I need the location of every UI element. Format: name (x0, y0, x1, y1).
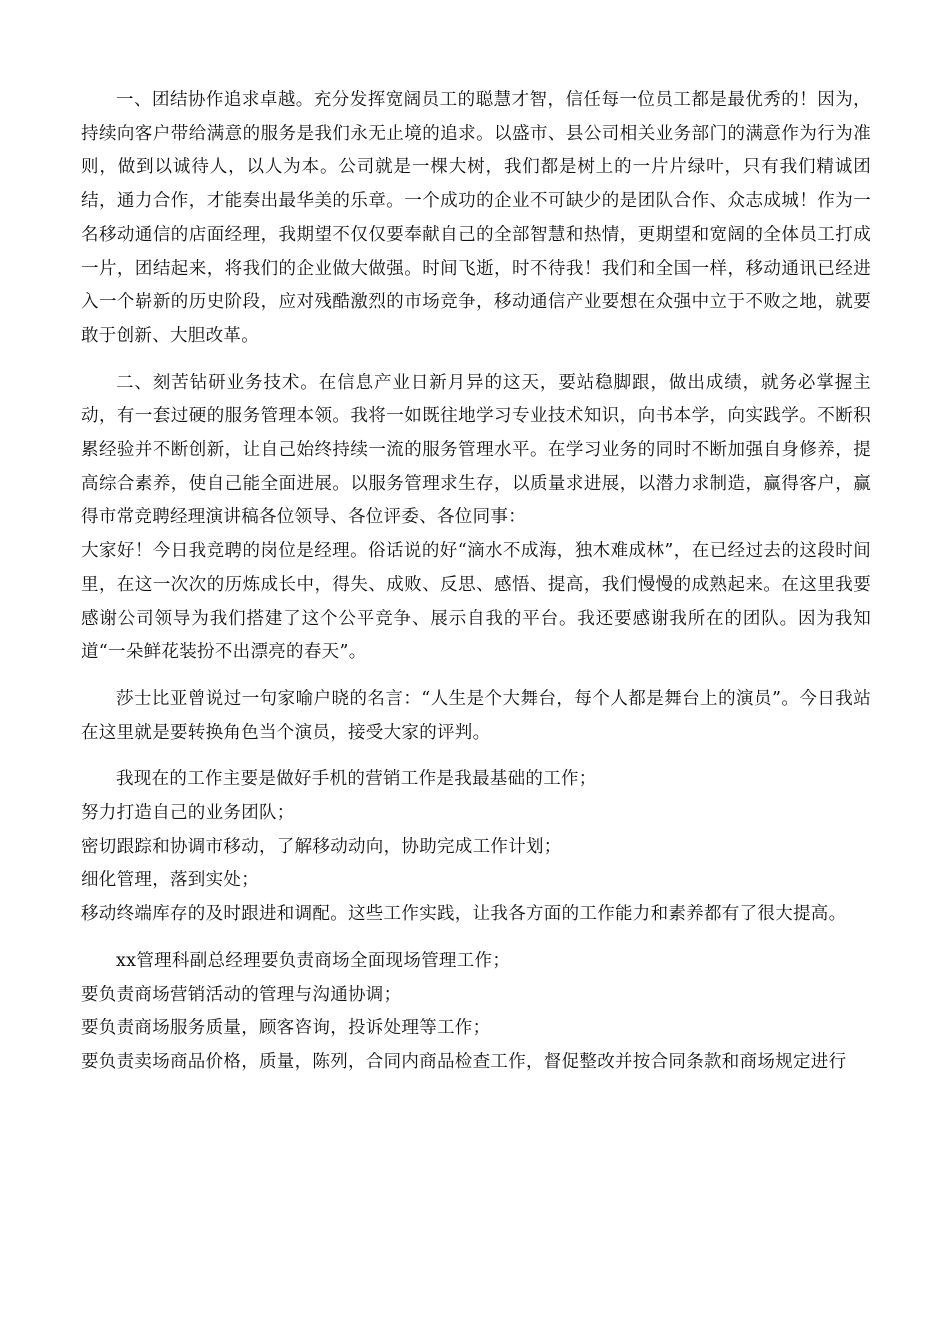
paragraph-shakespeare-quote: 莎士比亚曾说过一句家喻户晓的名言：“人生是个大舞台，每个人都是舞台上的演员”。今日我站在这里就是要转换角色当个演员，接受大家的评判。 (81, 688, 871, 743)
list-item-management: 细化管理，落到实处； (81, 870, 259, 891)
list-item-inventory: 移动终端库存的及时跟进和调配。这些工作实践，让我各方面的工作能力和素养都有了很大提高。 (81, 904, 847, 925)
paragraph-business-skills: 二、刻苦钻研业务技术。在信息产业日新月异的这天，要站稳脚跟，做出成绩，就务必掌握主动，有一套过硬的服务管理本领。我将一如既往地学习专业技术知识，向书本学，向实践学。不断积累经验并不断创新，让自己始终持续一流的服务管理水平。在学习业务的同时不断加强自身修养，提高综合素养，使自己能全面进展。以服务管理求生存，以质量求进展，以潜力求制造，赢得客户，赢得市常竞聘经理演讲稿各位领导、各位评委、各位同事： (81, 372, 871, 528)
paragraph-greeting: 大家好！今日我竞聘的岗位是经理。俗话说的好“滴水不成海，独木难成林”，在已经过去的这段时间里，在这一次次的历炼成长中，得失、成败、反思、感悟、提高，我们慢慢的成熟起来。在这里我要感谢公司领导为我们搭建了这个公平竞争、展示自我的平台。我还要感谢我所在的团队。因为我知道“一朵鲜花装扮不出漂亮的春天”。 (81, 541, 871, 663)
list-item-coordination: 密切跟踪和协调市移动，了解移动动向，协助完成工作计划； (81, 836, 562, 857)
paragraph-current-work: 我现在的工作主要是做好手机的营销工作是我最基础的工作； (116, 769, 597, 790)
list-item-merchandise-check: 要负责卖场商品价格，质量，陈列，合同内商品检查工作，督促整改并按合同条款和商场规定进行 (81, 1051, 847, 1072)
list-item-service-quality: 要负责商场服务质量，顾客咨询，投诉处理等工作； (81, 1018, 491, 1039)
paragraph-vice-manager-duties: xx管理科副总经理要负责商场全面现场管理工作； (116, 950, 511, 971)
paragraph-teamwork: 一、团结协作追求卓越。充分发挥宽阔员工的聪慧才智，信任每一位员工都是最优秀的！因为，持续向客户带给满意的服务是我们永无止境的追求。以盛市、县公司相关业务部门的满意作为行为准则，做到以诚待人，以人为本。公司就是一棵大树，我们都是树上的一片片绿叶，只有我们精诚团结，通力合作，才能奏出最华美的乐章。一个成功的企业不可缺少的是团队合作、众志成城！作为一名移动通信的店面经理，我期望不仅仅要奉献自己的全部智慧和热情，更期望和宽阔的全体员工打成一片，团结起来，将我们的企业做大做强。时间飞逝，时不待我！我们和全国一样，移动通讯已经进入一个崭新的历史阶段，应对残酷激烈的市场竞争，移动通信产业要想在众强中立于不败之地，就要敢于创新、大胆改革。 (81, 90, 871, 346)
document-body (81, 84, 871, 1080)
list-item-team: 努力打造自己的业务团队； (81, 803, 295, 824)
list-item-marketing: 要负责商场营销活动的管理与沟通协调； (81, 984, 402, 1005)
